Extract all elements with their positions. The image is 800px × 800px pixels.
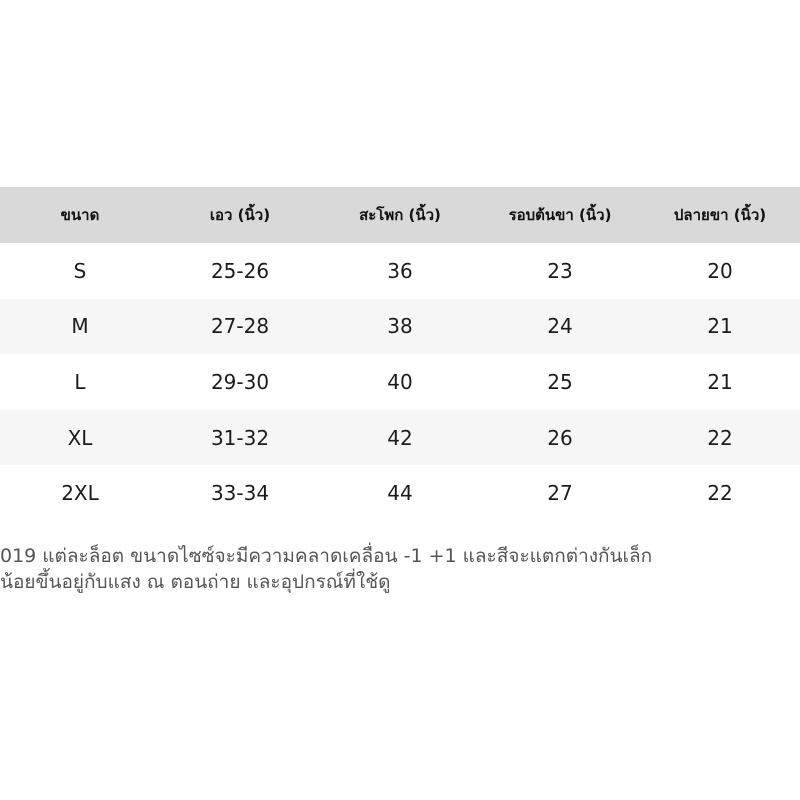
table-row bbox=[0, 354, 800, 410]
table-row bbox=[0, 465, 800, 521]
header-waist: เอว (นิ้ว) bbox=[160, 187, 320, 243]
cell-waist: 25-26 bbox=[160, 243, 320, 299]
note-line-1: 019 แต่ละล็อต ขนาดไซซ์จะมีความคลาดเคลื่อน -1 +1 และสีจะแตกต่างกันเล็ก bbox=[0, 545, 653, 567]
cell-waist: 33-34 bbox=[160, 465, 320, 521]
cell-hip: 42 bbox=[320, 410, 480, 466]
cell-size: XL bbox=[0, 410, 160, 466]
cell-hem: 22 bbox=[640, 465, 800, 521]
size-tolerance-note bbox=[0, 543, 800, 595]
cell-hip: 44 bbox=[320, 465, 480, 521]
table-row bbox=[0, 410, 800, 466]
cell-hem: 21 bbox=[640, 354, 800, 410]
header-thigh: รอบต้นขา (นิ้ว) bbox=[480, 187, 640, 243]
cell-size: 2XL bbox=[0, 465, 160, 521]
header-size: ขนาด bbox=[0, 187, 160, 243]
cell-hip: 40 bbox=[320, 354, 480, 410]
cell-waist: 27-28 bbox=[160, 299, 320, 355]
cell-hip: 36 bbox=[320, 243, 480, 299]
cell-thigh: 26 bbox=[480, 410, 640, 466]
cell-hem: 21 bbox=[640, 299, 800, 355]
header-hip: สะโพก (นิ้ว) bbox=[320, 187, 480, 243]
cell-thigh: 23 bbox=[480, 243, 640, 299]
cell-hem: 20 bbox=[640, 243, 800, 299]
cell-thigh: 27 bbox=[480, 465, 640, 521]
cell-hip: 38 bbox=[320, 299, 480, 355]
size-chart-table bbox=[0, 187, 800, 521]
cell-size: L bbox=[0, 354, 160, 410]
cell-hem: 22 bbox=[640, 410, 800, 466]
cell-thigh: 24 bbox=[480, 299, 640, 355]
cell-size: S bbox=[0, 243, 160, 299]
cell-waist: 31-32 bbox=[160, 410, 320, 466]
note-line-2: น้อยขึ้นอยู่กับแสง ณ ตอนถ่าย และอุปกรณ์ที่ใช้ดู bbox=[0, 571, 391, 593]
header-hem: ปลายขา (นิ้ว) bbox=[640, 187, 800, 243]
table-row bbox=[0, 243, 800, 299]
cell-thigh: 25 bbox=[480, 354, 640, 410]
table-header-row bbox=[0, 187, 800, 243]
cell-size: M bbox=[0, 299, 160, 355]
cell-waist: 29-30 bbox=[160, 354, 320, 410]
table-row bbox=[0, 299, 800, 355]
